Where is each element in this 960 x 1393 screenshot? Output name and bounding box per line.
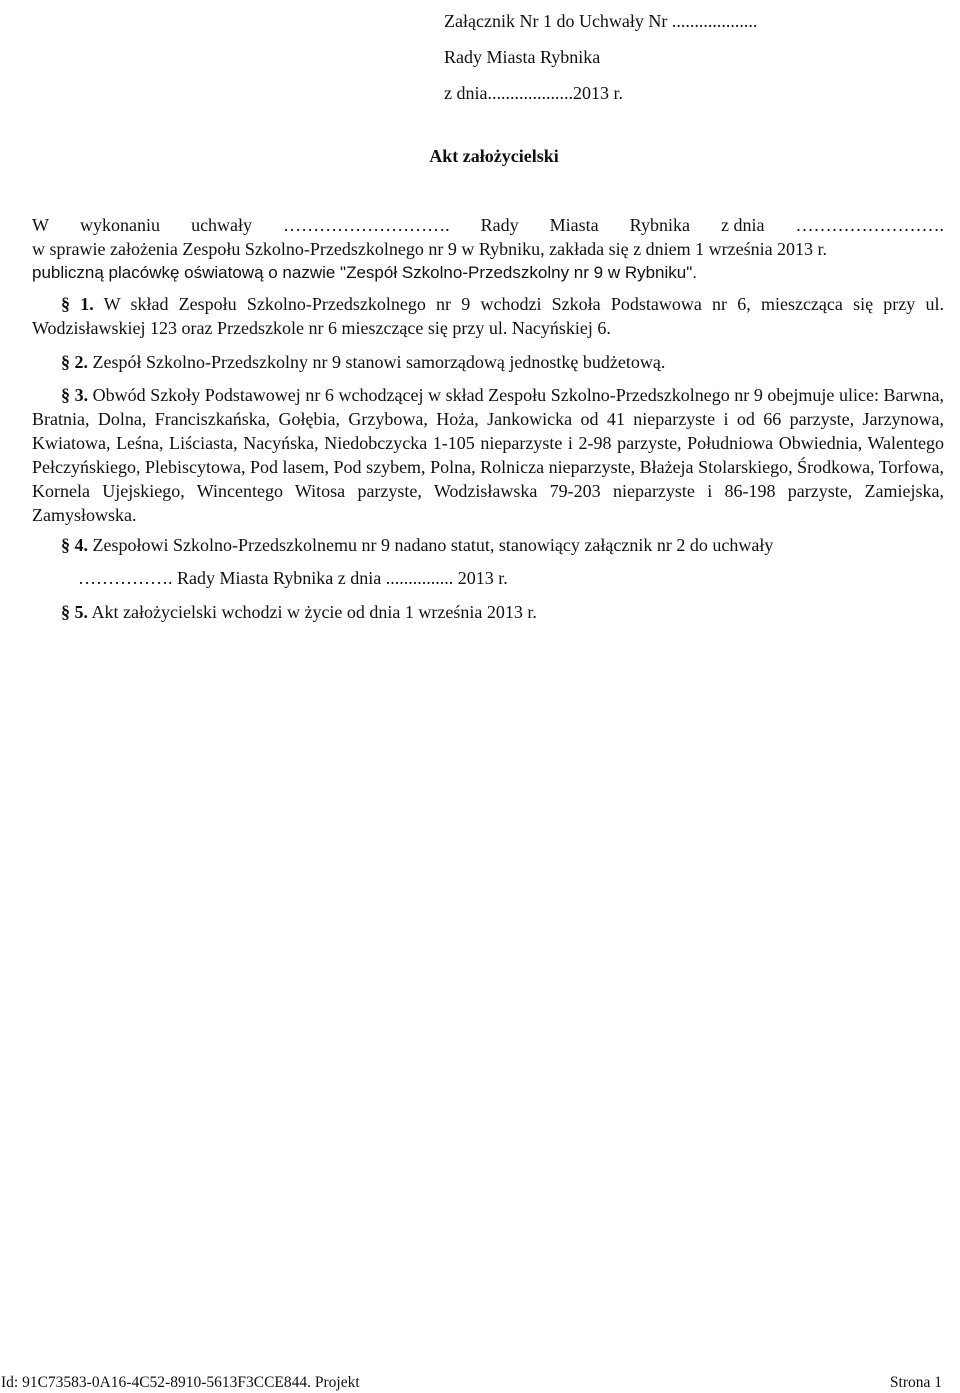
section-2-mark: § 2. bbox=[61, 352, 88, 372]
intro-placeholder-dots: ……………………. bbox=[795, 215, 944, 235]
intro-placeholder-dots: ………………………. bbox=[283, 215, 450, 235]
section-4-text: Zespołowi Szkolno-Przedszkolnemu nr 9 nadano statut, stanowiący załącznik nr 2 do uchwały bbox=[92, 535, 774, 555]
footer-document-id: Id: 91C73583-0A16-4C52-8910-5613F3CCE844. Projekt bbox=[1, 1374, 360, 1391]
document-title: Akt założycielski bbox=[429, 146, 559, 166]
section-5-mark: § 5. bbox=[61, 602, 88, 622]
header-line-2: Rady Miasta Rybnika bbox=[444, 47, 601, 67]
intro-word: Miasta bbox=[549, 215, 599, 235]
section-2 bbox=[32, 350, 944, 374]
intro-word: W bbox=[32, 215, 49, 235]
footer-page-number: Strona 1 bbox=[889, 1374, 942, 1391]
header-line-3: z dnia...................2013 r. bbox=[444, 83, 623, 103]
section-2-text: Zespół Szkolno-Przedszkolny nr 9 stanowi samorządową jednostkę budżetową. bbox=[92, 352, 666, 372]
intro-word: Rady bbox=[480, 215, 519, 235]
header-line-1: Załącznik Nr 1 do Uchwały Nr ................... bbox=[444, 11, 758, 31]
section-5 bbox=[32, 600, 944, 624]
intro-word: uchwały bbox=[191, 215, 253, 235]
section-4-continuation: ……………. Rady Miasta Rybnika z dnia ............... 2013 r. bbox=[78, 568, 508, 588]
section-3-mark: § 3. bbox=[61, 385, 89, 405]
section-1-mark: § 1. bbox=[61, 294, 94, 314]
intro-line-2: w sprawie założenia Zespołu Szkolno-Przedszkolnego nr 9 w Rybniku, zakłada się z dniem 1 września 2013 r. bbox=[32, 239, 828, 259]
section-4-mark: § 4. bbox=[61, 535, 88, 555]
section-1-text: W skład Zespołu Szkolno-Przedszkolnego nr 9 wchodzi Szkoła Podstawowa nr 6, mieszcząca się przy ul. Wodzisławskiej 123 oraz Przedszkole nr 6 mieszczące się przy ul. Nacyńskiej 6. bbox=[32, 294, 944, 338]
intro-word: wykonaniu bbox=[80, 215, 161, 235]
section-4 bbox=[32, 533, 944, 557]
section-3-text: Obwód Szkoły Podstawowej nr 6 wchodzącej w skład Zespołu Szkolno-Przedszkolnego nr 9 obejmuje ulice: Barwna, Bratnia, Dolna, Franciszkańska, Gołębia, Grzybowa, Hoża, Jankowicka od 41 nieparzyste i od 66 parzyste, Jarzynowa, Kwiatowa, Leśna, Liściasta, Nacyńska, Niedobczycka 1-105 nieparzyste i 2-98 parzyste, Południowa Obwiednia, Walentego Pełczyńskiego, Plebiscytowa, Pod lasem, Pod szybem, Polna, Rolnicza nieparzyste, Błażeja Stolarskiego, Środkowa, Torfowa, Kornela Ujejskiego, Wincentego Witosa parzyste, Wodzisławska 79-203 nieparzyste i 86-198 parzyste, Zamiejska, Zamysłowska. bbox=[32, 385, 944, 525]
intro-word: Rybnika bbox=[629, 215, 690, 235]
section-1 bbox=[32, 292, 944, 340]
section-3 bbox=[32, 383, 944, 527]
intro-word: z dnia bbox=[720, 215, 765, 235]
attachment-header bbox=[444, 3, 757, 111]
intro-line-3: publiczną placówkę oświatową o nazwie "Zespół Szkolno-Przedszkolny nr 9 w Rybniku". bbox=[32, 263, 697, 282]
section-5-text: Akt założycielski wchodzi w życie od dnia 1 września 2013 r. bbox=[91, 602, 537, 622]
intro-paragraph bbox=[32, 213, 944, 285]
intro-line-1 bbox=[32, 213, 944, 237]
